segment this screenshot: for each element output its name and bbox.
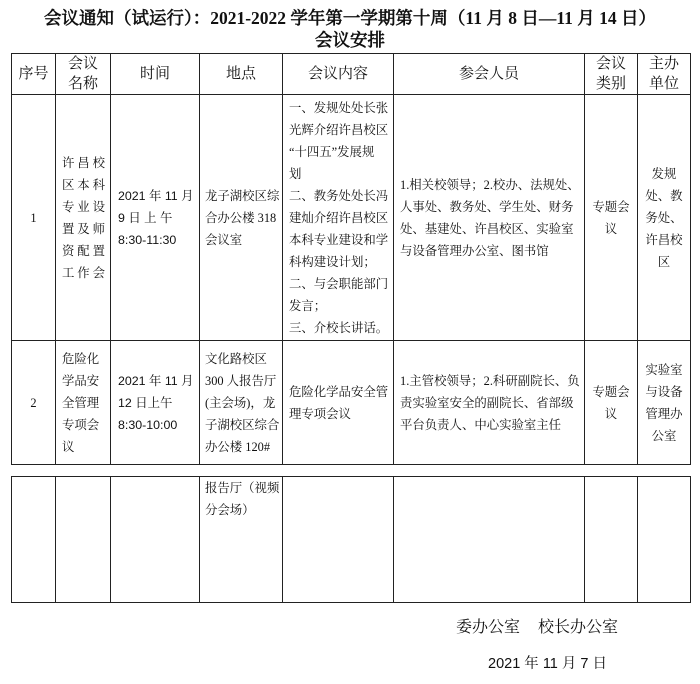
meeting-name-cell (56, 477, 111, 603)
meeting-attendees-line: 1.主管校领导；2.科研副院长、负 (400, 373, 580, 388)
header-location (200, 54, 283, 95)
header-label: 参会人员 (458, 66, 519, 82)
header-category (585, 54, 638, 95)
meeting-location-line: 报告厅（视频 (205, 481, 280, 495)
meeting-name-line: 置及师 (62, 221, 105, 236)
meeting-content-line: 科构建设计划； (289, 254, 376, 269)
meeting-name-line: 学品安 (62, 373, 100, 388)
meeting-location-line: (主会场)，龙 (205, 395, 276, 410)
meeting-host-cell (638, 477, 691, 603)
meeting-location-line: 分会场） (205, 503, 255, 517)
meeting-category-cell (585, 341, 638, 465)
meeting-content-line: 二、教务处处长冯 (289, 188, 389, 203)
meeting-category-line: 议 (604, 221, 618, 236)
table-header-row (12, 54, 691, 95)
meeting-location-line: 办公楼 120# (205, 439, 271, 454)
header-time (111, 54, 200, 95)
meeting-host-line: 许昌校 (645, 232, 683, 247)
meeting-host-line: 发规 (651, 166, 677, 181)
meeting-location-line: 子湖校区综合 (205, 417, 280, 432)
meeting-time-line: 2021 年 11 月 (118, 188, 194, 203)
meeting-content-line: 划 (289, 166, 302, 181)
meeting-content-line: “十四五”发展规 (289, 144, 375, 159)
meeting-time-line: 8:30-10:00 (118, 417, 178, 432)
meeting-name-line: 议 (62, 439, 75, 454)
meeting-content-line: 危险化学品安全管 (289, 384, 389, 399)
header-label: 单位 (648, 76, 679, 92)
header-label: 主办 (648, 56, 679, 72)
header-index (12, 54, 56, 95)
row-index: 1 (30, 210, 37, 225)
meeting-location-cell (200, 341, 283, 465)
row-index-cell (12, 477, 56, 603)
meeting-attendees-line: 人事处、教务处、学生处、财务 (400, 199, 574, 214)
meeting-attendees-cell (394, 95, 585, 341)
meeting-host-line: 管理办 (645, 406, 683, 421)
meeting-host-cell (638, 341, 691, 465)
meeting-name-cell (56, 341, 111, 465)
meeting-attendees-line: 平台负责人、中心实验室主任 (400, 417, 562, 432)
meeting-category-line: 专题会 (592, 384, 630, 399)
issue-date: 2021 年 11 月 7 日 (488, 656, 608, 672)
meeting-host-line: 处、教 (645, 188, 683, 203)
notice-title-block (0, 7, 700, 51)
header-content (283, 54, 394, 95)
notice-title: 会议通知（试运行）：2021-2022 学年第一学期第十周（11 月 8 日—11 月 14 日） (43, 8, 657, 28)
meeting-content-line: 本科专业建设和学 (289, 232, 389, 247)
meeting-schedule-table (11, 53, 691, 465)
meeting-time-cell (111, 477, 200, 603)
meeting-content-line: 发言； (289, 298, 327, 313)
header-attendees (394, 54, 585, 95)
meeting-time-line: 9 日 上 午 (118, 210, 173, 225)
row-index-cell (12, 95, 56, 341)
meeting-name-line: 全管理 (62, 395, 100, 410)
issuer-office-2: 校长办公室 (538, 619, 619, 636)
meeting-attendees-cell (394, 341, 585, 465)
header-label: 会议内容 (307, 66, 368, 82)
meeting-category-cell (585, 477, 638, 603)
header-label: 序号 (18, 66, 49, 82)
meeting-content-cell (283, 477, 394, 603)
meeting-name-line: 专业设 (62, 199, 105, 214)
meeting-host-line: 区 (657, 254, 671, 269)
meeting-name-line: 资配置 (62, 243, 105, 258)
meeting-content-line: 理专项会议 (289, 406, 351, 421)
meeting-host-line: 与设备 (645, 384, 683, 399)
meeting-location-line: 会议室 (205, 232, 243, 247)
meeting-name-line: 区本科 (62, 177, 105, 192)
meeting-category-cell (585, 95, 638, 341)
meeting-time-line: 2021 年 11 月 (118, 373, 194, 388)
issuer-office-1: 委办公室 (456, 619, 521, 636)
meeting-content-line: 三、介校长讲话。 (289, 320, 389, 335)
meeting-content-line: 建灿介绍许昌校区 (289, 210, 389, 225)
row-index-cell (12, 341, 56, 465)
meeting-attendees-line: 与设备管理办公室、图书馆 (400, 243, 549, 258)
meeting-name-line: 专项会 (62, 417, 100, 432)
meeting-host-line: 公室 (651, 428, 677, 443)
table-row (12, 341, 691, 465)
meeting-host-line: 务处、 (645, 210, 683, 225)
meeting-time-line: 12 日上午 (118, 395, 173, 410)
row-index: 2 (30, 395, 37, 410)
meeting-name-line: 危险化 (62, 351, 100, 366)
meeting-attendees-line: 处、基建处、许昌校区、实验室 (400, 221, 574, 236)
header-label: 会议 (67, 56, 98, 72)
meeting-time-cell (111, 95, 200, 341)
meeting-schedule-table-continued (11, 476, 691, 603)
meeting-content-cell (283, 341, 394, 465)
meeting-location-cell (200, 477, 283, 603)
meeting-content-line: 一、发规处处长张 (289, 100, 389, 115)
meeting-host-line: 实验室 (645, 362, 683, 377)
meeting-location-line: 龙子湖校区综 (205, 188, 280, 203)
meeting-attendees-line: 1.相关校领导；2.校办、法规处、 (400, 177, 580, 192)
meeting-location-cell (200, 95, 283, 341)
meeting-content-line: 二、与会职能部门 (289, 276, 389, 291)
meeting-content-cell (283, 95, 394, 341)
table-row-continued (12, 477, 691, 603)
meeting-category-line: 专题会 (592, 199, 630, 214)
header-label: 地点 (225, 66, 256, 82)
meeting-content-line: 光辉介绍许昌校区 (289, 122, 389, 137)
meeting-host-cell (638, 95, 691, 341)
header-label: 名称 (67, 76, 98, 92)
meeting-name-line: 许昌校 (62, 155, 105, 170)
meeting-time-cell (111, 341, 200, 465)
meeting-time-line: 8:30-11:30 (118, 232, 177, 247)
header-meeting-name (56, 54, 111, 95)
header-host (638, 54, 691, 95)
meeting-attendees-cell (394, 477, 585, 603)
meeting-category-line: 议 (604, 406, 618, 421)
table-row (12, 95, 691, 341)
meeting-name-cell (56, 95, 111, 341)
meeting-attendees-line: 责实验室安全的副院长、省部级 (400, 395, 574, 410)
meeting-location-line: 300 人报告厅 (205, 373, 277, 388)
meeting-location-line: 文化路校区 (205, 351, 267, 366)
meeting-location-line: 合办公楼 318 (205, 210, 277, 225)
meeting-name-line: 工作会 (62, 265, 105, 280)
header-label: 会议 (595, 56, 626, 72)
header-label: 类别 (595, 76, 626, 92)
header-label: 时间 (139, 66, 170, 82)
notice-subtitle: 会议安排 (315, 30, 385, 50)
